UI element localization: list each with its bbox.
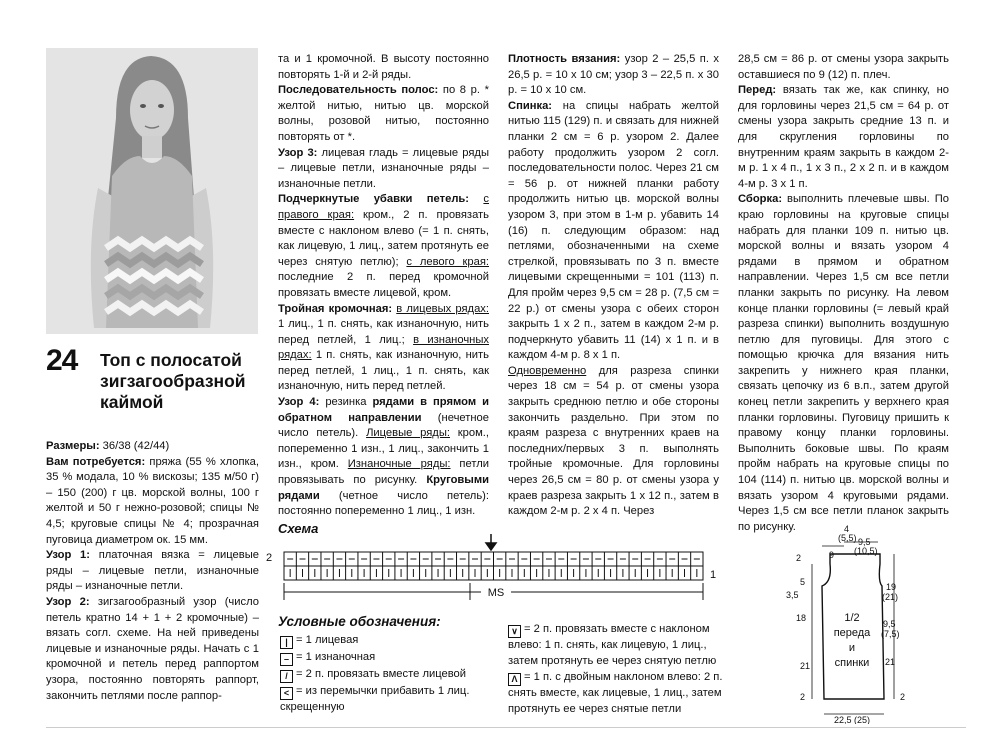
legend-k2tog-text: = 2 п. провязать вместе лицевой — [296, 668, 467, 680]
pattern4-bold: рядами в прямом и обратном направлении — [278, 396, 489, 424]
diagram-label-4: спинки — [834, 657, 870, 669]
pattern4-mid: резинка — [319, 396, 373, 409]
repeat-label: MS — [487, 587, 505, 599]
back-paragraph — [508, 99, 719, 364]
assembly-label: Сборка: — [738, 193, 783, 206]
density-paragraph — [508, 52, 719, 99]
pattern2-paragraph — [46, 595, 259, 704]
dim-right-19: 19 — [886, 582, 897, 592]
schema-title: Схема — [278, 521, 319, 536]
materials-label: Вам потребуется: — [46, 455, 146, 468]
dim-top-a: 4 — [844, 524, 850, 534]
dim-right-21: 21 — [885, 657, 896, 667]
double-dec-symbol-icon: Λ — [508, 673, 521, 686]
legend-knit-text: = 1 лицевая — [296, 634, 359, 646]
dim-top-a2: (5,5) — [838, 533, 857, 543]
dim-top-b: 9,5 — [858, 537, 871, 547]
decrease-label: Подчеркнутые убавки петель: — [278, 193, 470, 206]
pattern2-value: зигзагообразный узор (число петель кратно 14 + 1 + 2 кромочные) – вязать согл. схеме. На ней приведены лицевые и изнаночные ряды. Начать с 1 кромочной и петель перед раппортом узора, постоянно повторять раппорт, закончить петлями после раппор- — [46, 595, 259, 702]
ssk-symbol-icon: ∨ — [508, 625, 521, 638]
decrease-right-text: кром., 2 п. провязать вместе с наклоном влево (= 1 п. снять, как лицевую, 1 лиц., затем протянуть ее через снятую петлю); — [278, 208, 489, 268]
dim-left-21: 21 — [800, 661, 811, 671]
pattern2-label: Узор 2: — [46, 595, 90, 608]
triple-ws-text: 1 п. снять, как изнаночную, нить перед петлей, 1 лиц., 1 п. снять, как изнаночную, нить перед петлей. — [278, 349, 489, 393]
sizes-label: Размеры: — [46, 440, 100, 452]
dim-left-18: 18 — [796, 613, 807, 623]
stripes-paragraph — [278, 83, 489, 145]
decrease-right-label: с правого края: — [278, 193, 489, 221]
pattern4-rs-text: кром., попеременно 1 изн., 1 лиц., закончить 1 изн., кром. — [278, 427, 490, 471]
pattern1-value: платочная вязка = лицевые ряды – лицевые петли, изнаночные ряды – изнаночные петли. — [46, 549, 259, 593]
dim-top-b2: (10,5) — [854, 546, 878, 556]
pattern-title: Топ с полосатой зигзагообразной каймой — [100, 350, 246, 412]
knitting-chart — [266, 534, 726, 610]
knit-symbol-icon: | — [280, 636, 293, 649]
legend-item-k2tog — [280, 667, 500, 683]
decrease-left-label: с левого края: — [406, 255, 489, 268]
legend-item-double — [508, 670, 748, 717]
pattern4-ws-text: петли провязывать по рисунку. — [278, 458, 489, 487]
legend-purl-text: = 1 изнаночная — [296, 651, 376, 663]
sizes-paragraph — [46, 439, 259, 455]
legend-item-knit — [280, 633, 500, 649]
k2tog-symbol-icon: / — [280, 670, 293, 683]
decrease-paragraph — [278, 192, 489, 301]
dim-left-2: 2 — [796, 553, 802, 563]
materials-value: пряжа (55 % хлопка, 35 % модала, 10 % вискозы; 135 м/50 г) – 150 (200) г цв. морской волны, 100 г желтой и 50 г нежно-розовой; спицы № 4,5; круговые спицы № 4; прозрачная пуговица диаметром ок. 15 мм. — [46, 455, 259, 546]
sizes-value: 36/38 (42/44) — [99, 440, 170, 452]
triple-ws-label: в изнаночных рядах: — [278, 333, 489, 362]
triple-rs-text: 1 лиц., 1 п. снять, как изнаночную, нить перед петлей, 1 лиц.; — [278, 318, 489, 346]
bottom-rule — [46, 727, 966, 728]
diagram-label-1: 1/2 — [844, 612, 860, 624]
garment-diagram — [782, 524, 912, 724]
simultaneously-paragraph — [508, 364, 719, 520]
model-photo — [46, 48, 258, 338]
pattern4-paragraph — [278, 395, 489, 520]
dim-shoulder: 9 — [829, 550, 835, 560]
column-1 — [46, 439, 259, 704]
pattern3-label: Узор 3: — [278, 146, 318, 159]
assembly-value: выполнить плечевые швы. По краю горловины на круговые спицы набрать для планки 109 п. нитью цв. морской волны и вязать узором 4 рядами в прямом и обратном направлении. Через 1,5 см все петли планки закрыть по рисунку. На левом конце планки горловины (= левый край разреза спинки) выполнить воздушную петлю для пуговицы. Для этого с помощью крючка для вязания нить закрепить у нижнего края планки, связать цепочку из 6 в.п., затем другой конец петли закрепить у верхнего края планки горловины. Пуговицу пришить к правому концу планки горловины. Выполнить боковые швы. По краям пройм набрать на круговые спицы по 104 (114) п. нитью цв. морской волны и вязать узором 4 круговыми рядами. Через 1,5 см все петли планок закрыть по рисунку. — [738, 193, 949, 533]
diagram-label-3: и — [848, 642, 856, 654]
stripes-label: Последовательность полос: — [278, 84, 439, 97]
decrease-left-text: последние 2 п. перед кромочной провязать вместе лицевой, кром. — [278, 271, 489, 299]
dim-right-95: 9,5 — [883, 619, 896, 629]
dim-left-2b: 2 — [800, 692, 806, 702]
column-3 — [508, 52, 719, 520]
simultaneously-value: для разреза спинки через 18 см = 54 р. от смены узора закрыть среднюю петлю и обе стороны закончить раздельно. При этом по краям разреза с внутренних краев на последних/первых 3 п. выполнять тройные кромочные. Для горловины через 26,5 см = 80 р. от смены узора у краев разреза закрыть 1 х 12 п., затем в каждом 2-м р. 2 х 4 п. Через — [508, 364, 719, 518]
density-label: Плотность вязания: — [508, 53, 621, 65]
pattern1-paragraph — [46, 548, 259, 595]
density-value: узор 2 – 25,5 п. х 26,5 р. = 10 х 10 см; узор 3 – 22,5 п. х 30 р. = 10 х 10 см. — [508, 53, 720, 97]
chart-row-1-label: 1 — [710, 569, 717, 581]
back-value: на спицы набрать желтой нитью 115 (129) п. и связать для нижней планки 2 см = 6 р. узором 2. Далее работу продолжить узором 2 согл. последовательности полос. Через 21 см = 56 р. от нижней планки работу продолжить нитью цв. морской волны узором 3, при этом в 1-м р. убавить 14 (16) п. следующим образом: над петлями, обозначенными на схеме стрелкой, провязывать по 3 п. вместе лицевыми скрещенными = 101 (113) п. Для пройм через 9,5 см = 28 р. (7,5 см = 22 р.) от смены узора с обеих сторон закрыть 1 х 2 п., затем в каждом 2-м р. подчеркнуто убавить 11 (14) х 1 п. и в каждом 4-м р. 8 х 1 п. — [508, 99, 719, 362]
back-label: Спинка: — [508, 99, 553, 112]
pattern-number: 24 — [46, 344, 78, 377]
column-4 — [738, 52, 949, 535]
column-2 — [278, 52, 489, 520]
triple-edge-label: Тройная кромочная: — [278, 302, 393, 315]
purl-symbol-icon: – — [280, 653, 293, 666]
col4-continuation: 28,5 см = 86 р. от смены узора закрыть оставшиеся по 9 (12) п. плеч. — [738, 53, 949, 81]
legend-title: Условные обозначения: — [278, 614, 441, 629]
diagram-label-2: переда — [833, 627, 871, 639]
front-label: Перед: — [738, 84, 777, 97]
chart-row-2-label: 2 — [266, 552, 273, 564]
front-value: вязать так же, как спинку, но для горловины через 21,5 см = 64 р. от смены узора закрыть средние 13 п. и для скругления горловины по внутренним краям закрыть в каждом 2-м р. 1 х 4 п., 1 х 3 п., 2 х 2 п. и в каждом 4-м р. 3 х 1 п. — [738, 84, 949, 190]
legend-item-increase — [280, 684, 490, 716]
pattern1-label: Узор 1: — [46, 549, 90, 562]
dim-right-2: 2 — [900, 692, 906, 702]
legend-increase-text: = из перемычки прибавить 1 лиц. скрещенную — [280, 685, 470, 713]
pattern3-value: лицевая гладь = лицевые ряды – лицевые петли, изнаночные ряды – изнаночные петли. — [278, 146, 489, 190]
dim-left-35: 3,5 — [786, 590, 799, 600]
chart-arrow-icon — [486, 534, 496, 550]
materials-paragraph — [46, 455, 259, 549]
pattern4-round-label: Круговыми рядами — [278, 474, 489, 502]
col2-continuation: та и 1 кромочной. В высоту постоянно повторять 1-й и 2-й ряды. — [278, 53, 489, 81]
front-paragraph — [738, 83, 949, 192]
pattern3-paragraph — [278, 146, 489, 193]
triple-rs-label: в лицевых рядах: — [396, 302, 489, 315]
triple-edge-paragraph — [278, 302, 489, 396]
dim-right-95b: (7,5) — [881, 629, 900, 639]
legend-item-purl — [280, 650, 500, 666]
dim-left-5: 5 — [800, 577, 806, 587]
pattern4-rs-label: Лицевые ряды: — [366, 427, 450, 440]
stripes-value: по 8 р. * желтой нитью, нитью цв. морской волны, розовой нитью, постоянно повторять от *. — [278, 84, 489, 143]
increase-symbol-icon: < — [280, 687, 293, 700]
pattern4-value: (нечетное число петель). — [278, 411, 489, 440]
legend-item-ssk — [508, 622, 738, 669]
pattern4-ws-label: Изнаночные ряды: — [347, 458, 451, 471]
simultaneously-label: Одновременно — [508, 364, 587, 377]
legend-double-text: = 1 п. с двойным наклоном влево: 2 п. снять вместе, как лицевые, 1 лиц., затем протянуть ее через снятые петли — [508, 671, 723, 715]
dim-right-19b: (21) — [882, 592, 899, 602]
pattern4-label: Узор 4: — [278, 396, 320, 409]
legend-ssk-text: = 2 п. провязать вместе с наклоном влево: 1 п. снять, как лицевую, 1 лиц., затем протянуть ее через снятую петлю — [508, 623, 717, 667]
dim-bottom: 22,5 (25) — [834, 715, 871, 724]
assembly-paragraph — [738, 192, 949, 535]
pattern4-round-text: (четное число петель): постоянно попеременно 1 лиц., 1 изн. — [278, 489, 489, 518]
